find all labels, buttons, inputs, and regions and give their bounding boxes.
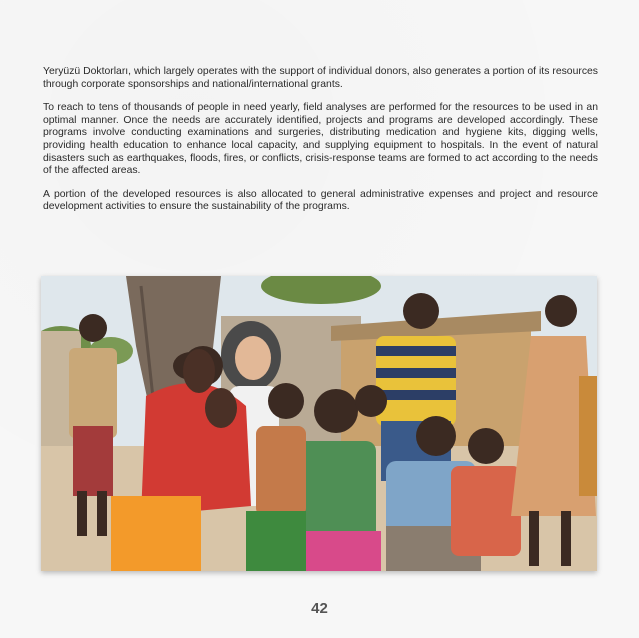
photo-children-with-volunteer (41, 276, 597, 571)
paragraph-funding: Yeryüzü Doktorları, which largely operates with the support of individual donors, also generates a portion of its resources through corporate sponsorships and national/international grants. (43, 66, 598, 90)
paragraph-programs: To reach to tens of thousands of people in need yearly, field analyses are performed for the resources to be used in an optimal manner. Once the needs are accurately identified, projects and programs are developed accordingly. These programs involve conducting examinations and surgeries, distributing medication and hygiene kits, digging wells, providing health education to enhance local capacity, and supplying equipment to hospitals. In the event of natural disasters such as earthquakes, floods, fires, or conflicts, crisis-response teams are formed to act according to the needs of the affected areas. (43, 102, 598, 177)
body-text (43, 66, 598, 225)
page-number: 42 (311, 600, 328, 617)
paragraph-administration: A portion of the developed resources is also allocated to general administrative expenses and project and resource development activities to ensure the sustainability of the programs. (43, 188, 598, 213)
